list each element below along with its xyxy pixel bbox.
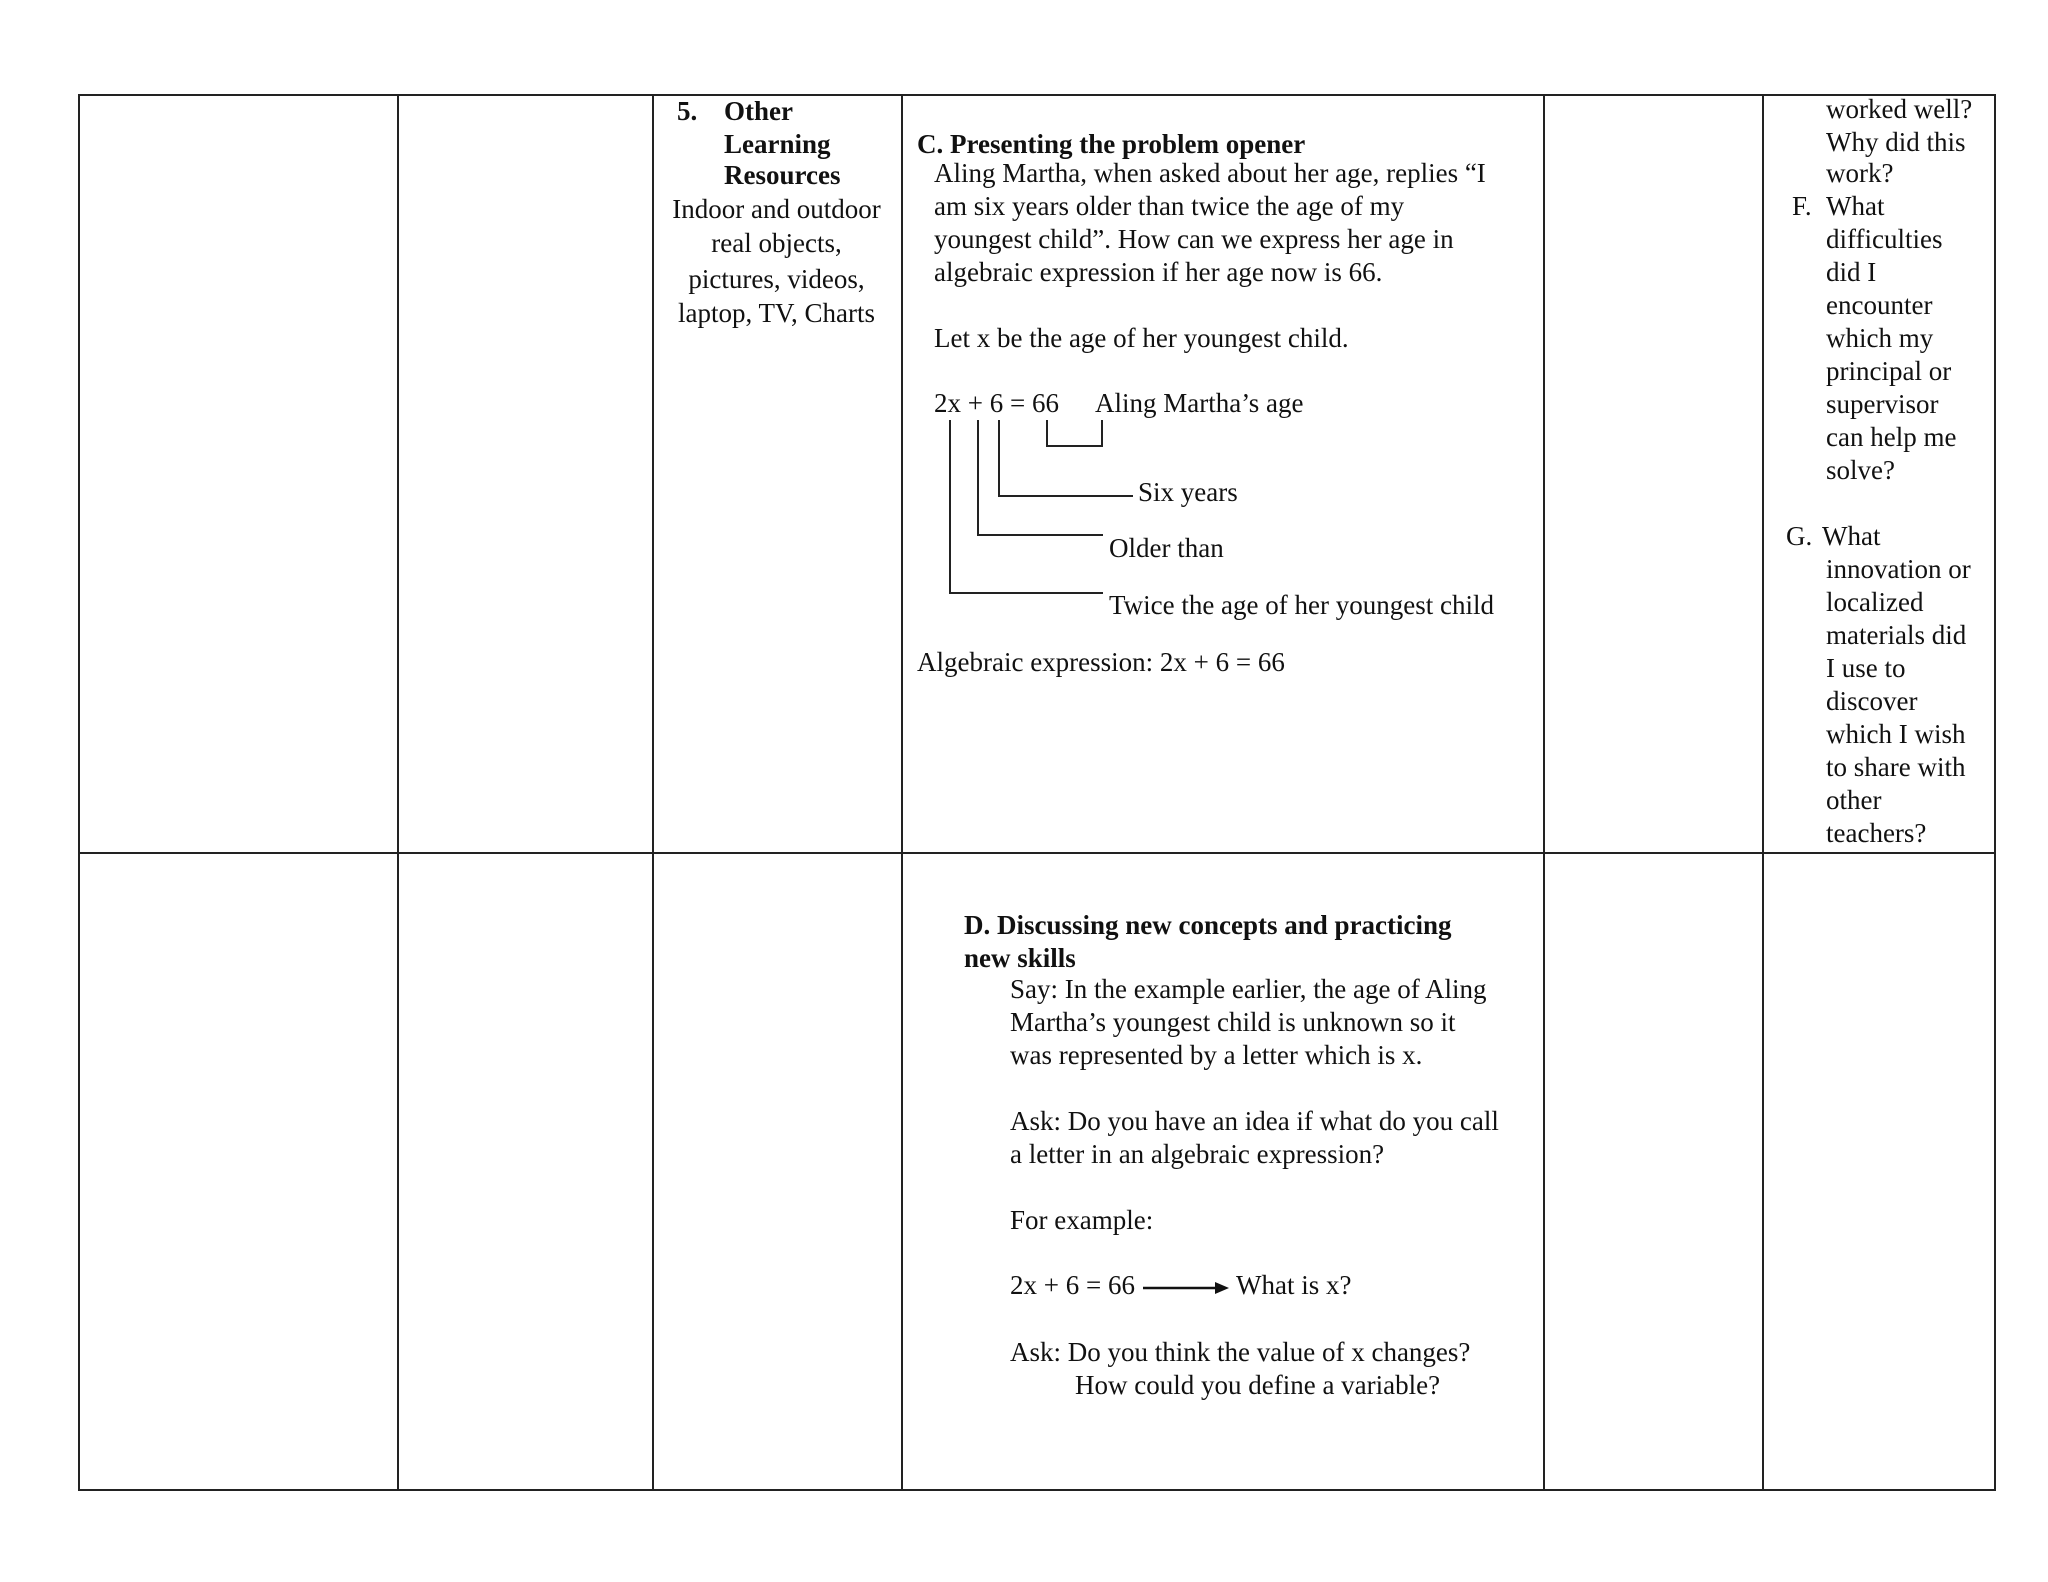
reflection-f-letter: F. (1792, 191, 1812, 221)
table-bottom-border (78, 1489, 1996, 1491)
reflection-g-line: discover (1826, 686, 1918, 716)
table-col-border (901, 94, 903, 1491)
connector-six-years (999, 420, 1133, 496)
reflection-f-line: encounter (1826, 290, 1933, 320)
section-c-paragraph-line: am six years older than twice the age of my (934, 191, 1405, 221)
resources-heading-line: Resources (724, 160, 841, 190)
reflection-f-line: difficulties (1826, 224, 1943, 254)
bracket-66 (1047, 420, 1102, 446)
reflection-g-line: innovation or (1826, 554, 1971, 584)
say-line: Say: In the example earlier, the age of Aling (1010, 974, 1487, 1004)
table-row-divider (78, 852, 1996, 854)
resources-heading-line: Learning (724, 129, 831, 159)
example-question: What is x? (1236, 1270, 1352, 1300)
reflection-g-letter: G. (1786, 521, 1813, 551)
table-col-border (1762, 94, 1764, 1491)
section-d-title-line: new skills (964, 943, 1076, 973)
table-col-border (1543, 94, 1545, 1491)
reflection-g-line: I use to (1826, 653, 1906, 683)
reflection-g-line: What (1822, 521, 1881, 551)
reflection-g-line: materials did (1826, 620, 1967, 650)
label-martha-age: Aling Martha’s age (1095, 388, 1304, 418)
ask-line: Ask: Do you have an idea if what do you call (1010, 1106, 1499, 1136)
say-line: Martha’s youngest child is unknown so it (1010, 1007, 1456, 1037)
example-equation: 2x + 6 = 66 (1010, 1270, 1135, 1300)
reflection-g-line: teachers? (1826, 818, 1927, 848)
ask-line: How could you define a variable? (1075, 1370, 1441, 1400)
ask-line: a letter in an algebraic expression? (1010, 1139, 1385, 1169)
table-col-border (1994, 94, 1996, 1491)
reflection-g-line: other (1826, 785, 1882, 815)
resources-heading-line: Other (724, 96, 793, 126)
connector-older-than (978, 420, 1103, 535)
connector-twice (950, 420, 1103, 593)
table-col-border (78, 94, 80, 1491)
reflection-top-line: worked well? (1826, 94, 1973, 124)
say-line: was represented by a letter which is x. (1010, 1040, 1423, 1070)
reflection-g-line: localized (1826, 587, 1924, 617)
equation-text: 2x + 6 = 66 (934, 388, 1059, 418)
reflection-f-line: can help me (1826, 422, 1957, 452)
resources-heading-number: 5. (677, 96, 698, 126)
ask-line: Ask: Do you think the value of x changes? (1010, 1337, 1471, 1367)
table-col-border (397, 94, 399, 1491)
section-d-title-line: D. Discussing new concepts and practicing (964, 910, 1452, 940)
reflection-g-line: which I wish (1826, 719, 1966, 749)
section-c-paragraph-line: Aling Martha, when asked about her age, replies “I (934, 158, 1486, 188)
reflection-f-line: What (1826, 191, 1885, 221)
reflection-f-line: which my (1826, 323, 1934, 353)
resources-body-line: real objects, (711, 228, 842, 258)
reflection-top-line: Why did this (1826, 127, 1966, 157)
label-twice-age: Twice the age of her youngest child (1109, 590, 1494, 620)
for-example-label: For example: (1010, 1205, 1154, 1235)
reflection-f-line: principal or (1826, 356, 1952, 386)
label-older-than: Older than (1109, 533, 1224, 563)
section-c-paragraph-line: algebraic expression if her age now is 66. (934, 257, 1383, 287)
label-six-years: Six years (1138, 477, 1238, 507)
arrow-right-icon (1143, 1278, 1229, 1298)
reflection-f-line: did I (1826, 257, 1877, 287)
section-c-paragraph-line: youngest child”. How can we express her age in (934, 224, 1454, 254)
reflection-g-line: to share with (1826, 752, 1966, 782)
resources-body-line: pictures, videos, (688, 264, 865, 294)
reflection-top-line: work? (1826, 158, 1894, 188)
resources-body-line: laptop, TV, Charts (677, 298, 875, 328)
table-top-border (78, 94, 1996, 96)
reflection-f-line: solve? (1826, 455, 1895, 485)
algebraic-expression-line: Algebraic expression: 2x + 6 = 66 (917, 647, 1285, 677)
resources-body-line: Indoor and outdoor (672, 194, 881, 224)
let-x-line: Let x be the age of her youngest child. (934, 323, 1349, 353)
reflection-f-line: supervisor (1826, 389, 1939, 419)
section-c-title: C. Presenting the problem opener (917, 129, 1306, 159)
